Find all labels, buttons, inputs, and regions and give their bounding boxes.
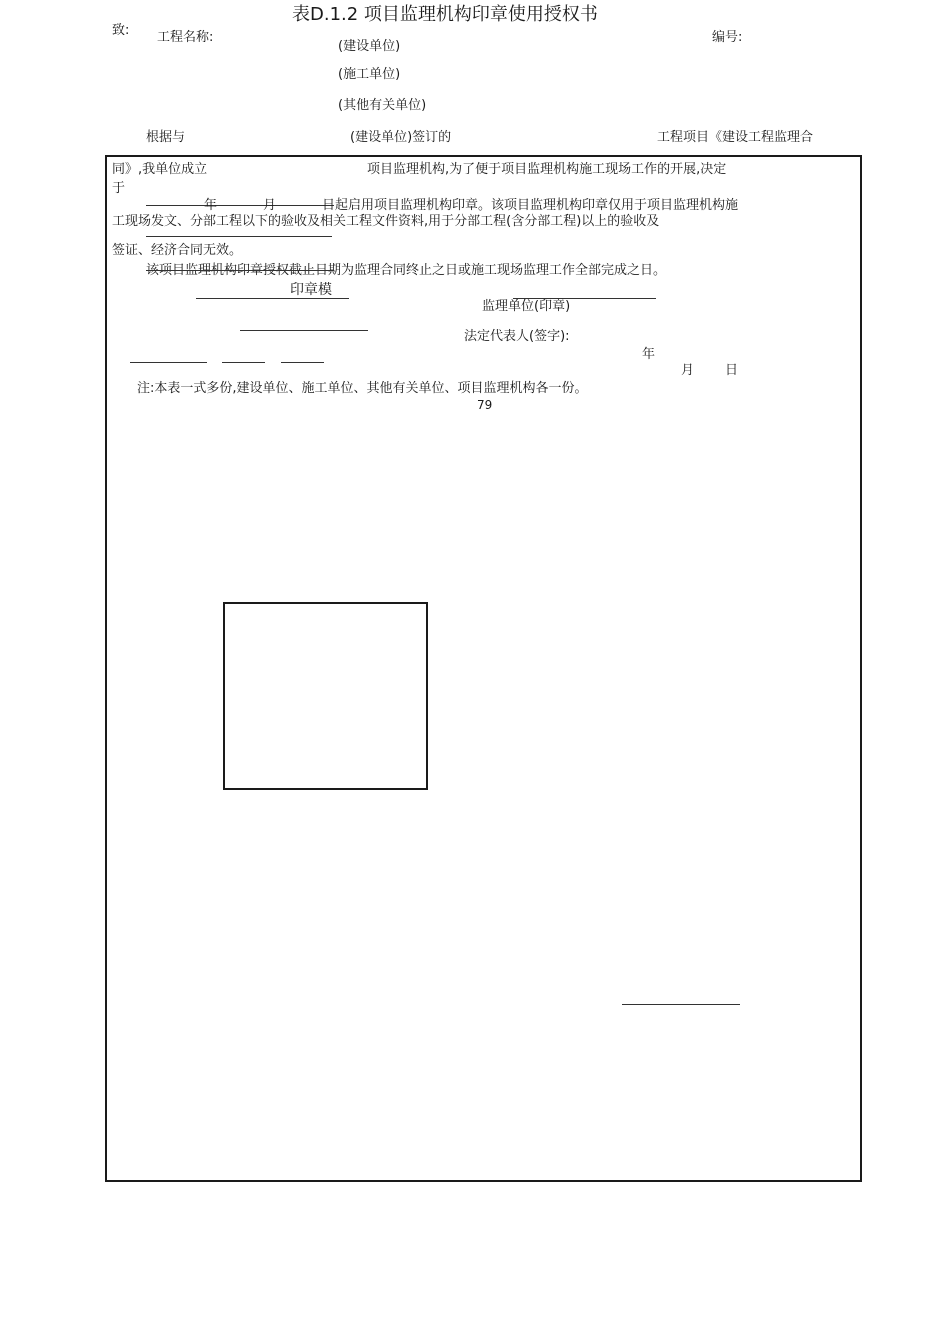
project-name-label: 工程名称: (157, 30, 214, 45)
start-year-label: 年 (204, 198, 218, 213)
paragraph-1-a: 同》,我单位成立 (112, 162, 208, 177)
signature-underline (240, 330, 368, 331)
strike-line (146, 270, 334, 271)
paragraph-1-b: 项目监理机构,为了便于项目监理机构施工现场工作的开展,决定 (367, 162, 727, 177)
start-month-label: 月 (263, 198, 277, 213)
seal-template-box (223, 602, 428, 790)
to-label: 致: (112, 23, 130, 38)
number-label: 编号: (712, 30, 743, 45)
date-blank-1 (130, 362, 207, 363)
paragraph-5: 该项目监理机构印章授权截止日期为监理合同终止之日或施工现场监理工作全部完成之日。 (146, 263, 667, 278)
supervision-unit-label: 监理单位(印章) (482, 299, 571, 314)
paragraph-4: 签证、经济合同无效。 (112, 243, 243, 258)
date-blank-2 (222, 362, 265, 363)
sign-year-label: 年 (642, 347, 656, 362)
blank-underline (146, 236, 332, 237)
legal-rep-label: 法定代表人(签字): (464, 329, 570, 344)
page-title: 表D.1.2 项目监理机构印章使用授权书 (292, 4, 598, 25)
recipient-contractor: (施工单位) (338, 67, 401, 82)
basis-text-b: (建设单位)签订的 (350, 130, 452, 145)
page-number: 79 (477, 398, 493, 412)
paragraph-2-rest: 日起启用项目监理机构印章。该项目监理机构印章仅用于项目监理机构施 (322, 198, 739, 213)
seal-caption-underline (196, 298, 349, 299)
date-underline (146, 205, 334, 206)
recipient-construction-unit: (建设单位) (338, 39, 401, 54)
recipient-other-units: (其他有关单位) (338, 98, 427, 113)
paragraph-3: 工现场发文、分部工程以下的验收及相关工程文件资料,用于分部工程(含分部工程)以上的验收及 (112, 214, 660, 229)
basis-text-a: 根据与 (146, 130, 186, 145)
date-blank-3 (281, 362, 324, 363)
sign-day-label: 日 (725, 363, 739, 378)
sign-month-label: 月 (681, 363, 695, 378)
paragraph-1-c: 于 (112, 181, 126, 196)
seal-caption: 印章模 (290, 282, 332, 298)
basis-text-c: 工程项目《建设工程监理合 (657, 130, 814, 145)
footnote: 注:本表一式多份,建设单位、施工单位、其他有关单位、项目监理机构各一份。 (137, 381, 588, 396)
lower-signature-line (622, 1004, 740, 1005)
